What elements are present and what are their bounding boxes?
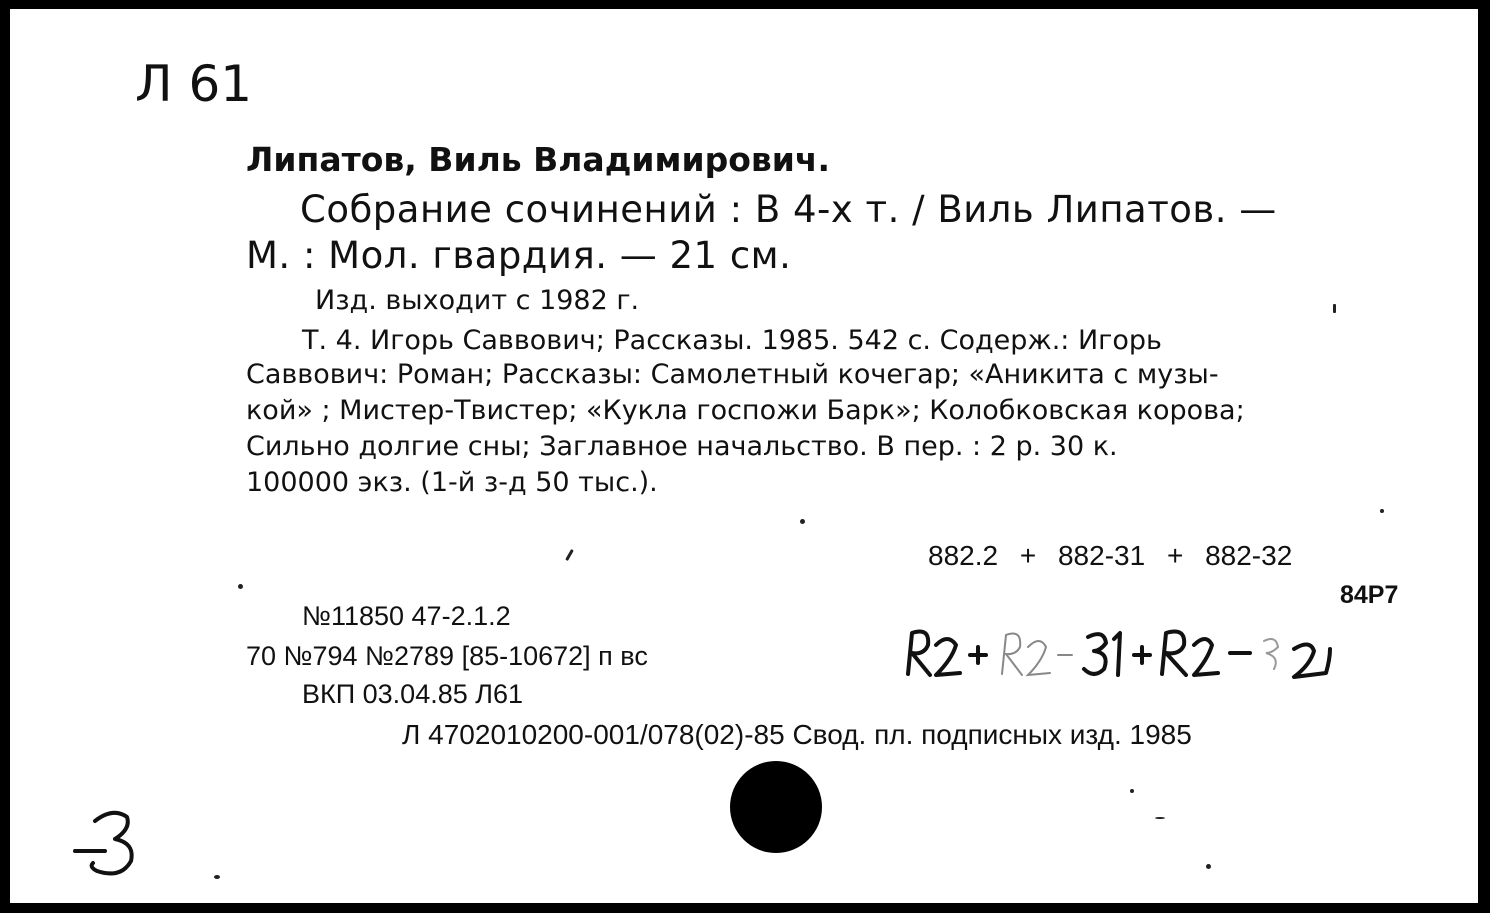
catalog-card — [7, 6, 1481, 906]
author-heading: Липатов, Виль Владимирович. — [246, 140, 831, 179]
call-number: Л 61 — [135, 55, 253, 113]
speck — [238, 584, 243, 589]
speck — [1206, 864, 1211, 869]
speck — [565, 549, 574, 561]
speck — [1380, 509, 1384, 513]
contents-line: Саввович: Роман; Рассказы: Самолетный кочегар; «Аникита с музы- — [246, 359, 1219, 390]
title-line-1: Собрание сочинений : В 4-х т. / Виль Липатов. — — [300, 188, 1277, 231]
contents-line: Сильно долгие сны; Заглавное начальство. В пер. : 2 р. 30 к. — [246, 431, 1118, 462]
classification-index: 882.2 + 882-31 + 882-32 — [928, 540, 1293, 571]
contents-line: 100000 экз. (1-й з-д 50 тыс.). — [246, 467, 658, 498]
registry-line: ВКП 03.04.85 Л61 — [302, 679, 523, 709]
title-line-2: М. : Мол. гвардия. — 21 см. — [246, 234, 792, 277]
handwritten-mark — [65, 799, 155, 889]
speck — [1333, 304, 1336, 313]
registry-line: №11850 47-2.1.2 — [302, 601, 511, 631]
speck — [1130, 789, 1134, 793]
handwritten-classification — [890, 619, 1440, 689]
contents-line: кой» ; Мистер-Твистер; «Кукла госпожи Барк»; Колобковская корова; — [246, 395, 1245, 426]
speck — [800, 519, 805, 524]
classification-code: 84Р7 — [1340, 581, 1399, 609]
contents-line: Т. 4. Игорь Саввович; Рассказы. 1985. 542 с. Содерж.: Игорь — [302, 325, 1162, 356]
imprint-line: Л 4702010200-001/078(02)-85 Свод. пл. подписных изд. 1985 — [402, 719, 1192, 750]
speck — [1155, 817, 1165, 819]
publication-note: Изд. выходит с 1982 г. — [315, 285, 640, 316]
punch-hole — [730, 761, 822, 853]
speck — [214, 875, 220, 879]
registry-line: 70 №794 №2789 [85-10672] п вс — [246, 641, 648, 671]
